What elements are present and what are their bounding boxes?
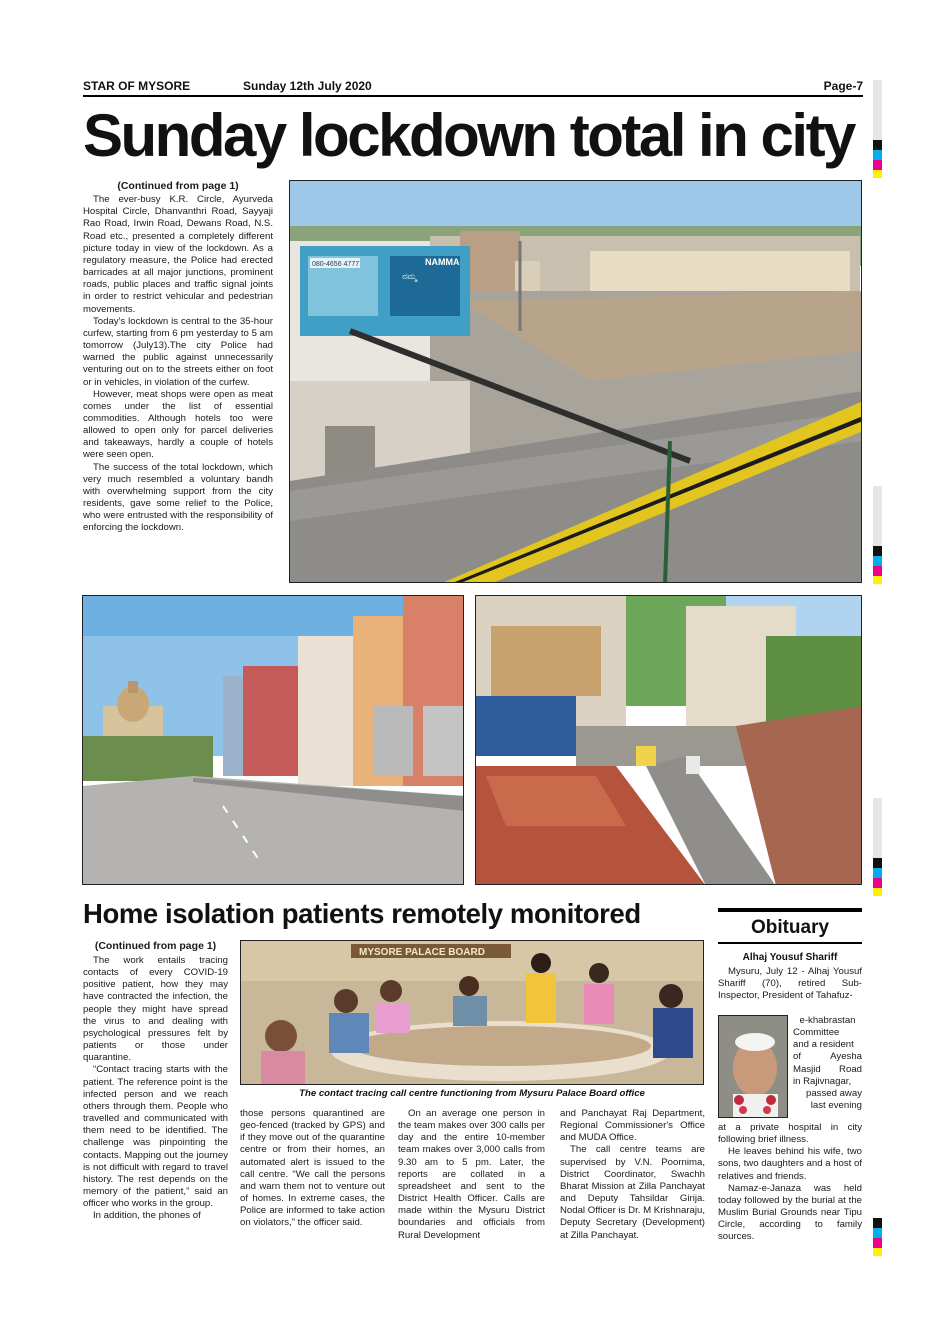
registration-mark <box>873 798 882 896</box>
paragraph: “Contact tracing starts with the patient. The reference point is the infected person and we reach others through them. People who travelled and communicated with them need to be identified. The challenge was pinpointing the contacts. Mapping out the journey is not difficult with regard to travel history. The rest depends on the memory of the patient,” said an officer who works in the group. <box>83 1064 228 1210</box>
second-article-col2 <box>240 1108 385 1230</box>
obituary-rule <box>718 942 862 944</box>
palace-board-sign: MYSORE PALACE BOARD <box>359 947 485 958</box>
empty-street-palace-photo <box>82 595 464 885</box>
billboard-kannada: ನಮ್ಮ <box>402 272 417 282</box>
obituary-name: Alhaj Yousuf Shariff <box>742 952 838 963</box>
issue-date: Sunday 12th July 2020 <box>243 79 372 93</box>
continued-label: (Continued from page 1) <box>94 940 217 952</box>
registration-mark <box>873 1218 882 1256</box>
registration-mark <box>873 80 882 178</box>
obituary-top-text <box>718 966 862 1002</box>
kr-circle-aerial-photo <box>289 180 862 583</box>
paragraph: The success of the total lockdown, which very much resembled a voluntary bandh with overwhelming support from the city residents, gave some relief to the Police, who were entrusted with the responsibility of enforcing the lockdown. <box>83 461 273 534</box>
market-street-photo <box>475 595 862 885</box>
line: and a resident <box>793 1039 854 1051</box>
billboard-phone: 080-4656 4777 <box>312 261 360 268</box>
obituary-header <box>718 908 862 944</box>
second-article-col1-top <box>83 955 228 1222</box>
obituary-portrait <box>718 1015 788 1118</box>
line: Committee <box>793 1027 840 1039</box>
paragraph: Namaz-e-Janaza was held today followed by the burial at the Muslim Burial Grounds near Tipu Circle, according to family sources. <box>718 1182 862 1243</box>
paragraph: In addition, the phones of <box>93 1210 201 1222</box>
line: last evening <box>810 1100 862 1112</box>
paragraph: On an average one person in the team makes over 300 calls per day and the entire 10-member team makes over 3,000 calls from 9.30 am to 5 pm. Later, the reports are collated in a spreadsheet and sent to the District Health Officer. Calls are made within the Mysuru District boundaries and officials from Rural Development <box>398 1108 545 1241</box>
masthead: STAR OF MYSORE <box>83 79 191 93</box>
paragraph: The call centre teams are supervised by V.N. Poornima, District Coordinator, Swachh Bharat Mission at Zilla Panchayat and Deputy Tahsildar Girija. Nodal Officer is Dr. M Krishnaraju, Deputy Secretary (Development) at Zilla Panchayat. <box>560 1144 705 1241</box>
line: e-khabrastan <box>799 1015 856 1026</box>
second-article-col4 <box>560 1108 705 1242</box>
obituary-side-text <box>793 1015 862 1112</box>
paragraph: at a private hospital in city following brief illness. <box>718 1122 862 1146</box>
lead-article-text <box>83 180 273 535</box>
second-article-col1 <box>83 940 228 954</box>
paragraph: those persons quarantined are geo-fenced (tracked by GPS) and if they move out of the quarantine centre or from their homes, an automated alert is issued to the call centre. “We call the persons and warn them not to venture out of homes. In extreme cases, the Police are informed to take action on violators,” the officer said. <box>240 1108 385 1229</box>
paragraph: Today's lockdown is central to the 35-hour curfew, starting from 6 pm yesterday to 5 am tomorrow (July13).The city Police had warned the public against unnecessarily venturing out on to the streets either on foot or in vehicles, in violation of the curfew. <box>83 315 273 388</box>
line: passed away <box>806 1087 862 1099</box>
paragraph: He leaves behind his wife, two sons, two daughters and a host of relatives and friends. <box>718 1146 862 1182</box>
registration-mark <box>873 486 882 584</box>
line: in Rajivnagar, <box>793 1075 852 1087</box>
obituary-title: Obituary <box>750 917 830 938</box>
billboard-brand: NAMMA <box>425 257 460 267</box>
obituary-bottom-text <box>718 1122 862 1244</box>
lead-headline: Sunday lockdown total in city <box>83 102 854 169</box>
paragraph: However, meat shops were open as meat comes under the list of essential commodities. Although hotels too were allowed to open only for parcel deliveries and takeaways, hardly a couple of hotels were seen open. <box>83 388 273 461</box>
second-article-col3 <box>398 1108 545 1242</box>
page-header <box>83 79 863 95</box>
paragraph: and Panchayat Raj Department, Regional Commissioner's Office and MUDA Office. <box>560 1108 705 1144</box>
paragraph: The ever-busy K.R. Circle, Ayurveda Hospital Circle, Dhanvanthri Road, Sayyaji Rao Road, Irwin Road, Dewans Road, N.S. Road etc., presented a completely different picture today in view of the lockdown. As a regulatory measure, the Police had erected barricades at all major junctions, prominent roads, public places and traffic signal joints in order to restrict vehicular and pedestrian movements. <box>83 194 273 315</box>
paragraph: Mysuru, July 12 - Alhaj Yousuf Shariff (70), retired Sub-Inspector, President of Tahafuz- <box>718 966 862 1002</box>
photo-caption: The contact tracing call centre functioning from Mysuru Palace Board office <box>299 1088 645 1099</box>
second-headline: Home isolation patients remotely monitored <box>83 898 641 929</box>
paragraph: The work entails tracing contacts of every COVID-19 positive patient, how they may have contracted the infection, the people they might have spread the virus to and dealing with psychological pressures felt by patients or those under quarantine. <box>83 955 228 1064</box>
line: of Ayesha <box>793 1051 862 1063</box>
page-number: Page-7 <box>823 79 863 93</box>
continued-label: (Continued from page 1) <box>117 180 239 192</box>
line: Masjid Road <box>793 1063 862 1075</box>
call-centre-photo <box>240 940 704 1085</box>
